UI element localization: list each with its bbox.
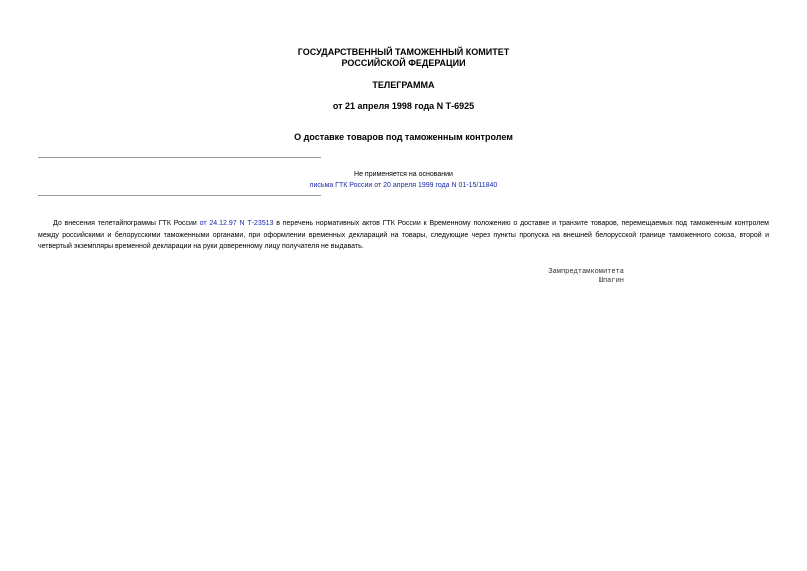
document-subject: О доставке товаров под таможенным контролем bbox=[294, 132, 513, 142]
issuing-authority-line-2: РОССИЙСКОЙ ФЕДЕРАЦИИ bbox=[341, 58, 466, 68]
status-note-text: Не применяется на основании bbox=[354, 171, 453, 178]
document-date-number: от 21 апреля 1998 года N Т-6925 bbox=[332, 101, 475, 111]
signatory-name: Шпагин bbox=[598, 277, 624, 285]
divider-bottom bbox=[38, 195, 321, 196]
body-paragraph bbox=[38, 218, 769, 253]
body-text-part-1: До внесения телетайпограммы ГТК России bbox=[53, 220, 200, 227]
status-note-link-line bbox=[0, 181, 807, 190]
teletype-reference-link[interactable]: от 24.12.97 N Т-23513 bbox=[199, 220, 274, 227]
issuing-authority-line-1: ГОСУДАРСТВЕННЫЙ ТАМОЖЕННЫЙ КОМИТЕТ bbox=[297, 47, 510, 57]
divider-top bbox=[38, 157, 321, 158]
document-type: ТЕЛЕГРАММА bbox=[372, 80, 435, 90]
repeal-letter-link[interactable]: письма ГТК России от 20 апреля 1999 года N 01-15/11840 bbox=[309, 182, 498, 189]
body-text-part-2: в перечень нормативных актов ГТК России к Временному положению о доставке и транзите товаров, перемещаемых под таможенным контролем между российскими и белорусскими таможенными органами, при оформлении временных деклараций на товары, следующие через пункты пропуска на внешней белорусской границе таможенного союза, второй и четвертый экземпляры временной декларации на руки доверенному лицу получателя не выдавать. bbox=[38, 220, 769, 250]
signatory-title: Зампредтамкомитета bbox=[548, 268, 624, 276]
